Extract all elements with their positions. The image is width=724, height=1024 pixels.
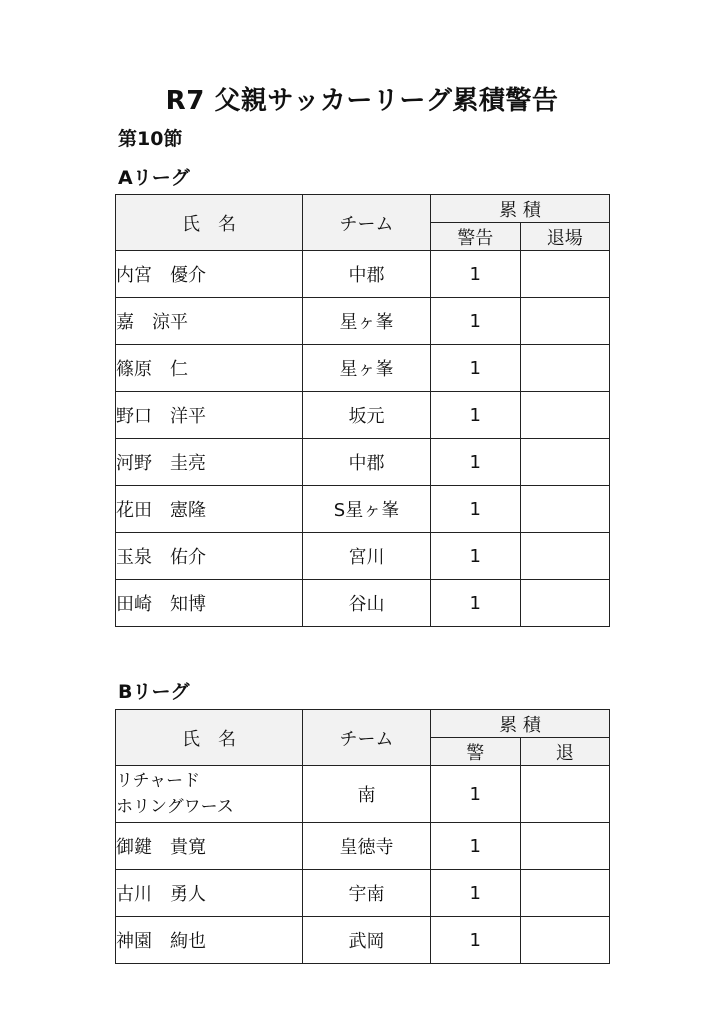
ejection-count [520, 486, 610, 533]
team-header: チーム [303, 710, 431, 766]
table-row [116, 823, 610, 870]
player-name: 野口 洋平 [116, 392, 303, 439]
league-a-table [115, 194, 610, 627]
team-name: 中郡 [303, 251, 431, 298]
cumulative-header: 累 積 [431, 710, 610, 738]
table-row [116, 533, 610, 580]
player-name: 田崎 知博 [116, 580, 303, 627]
player-name: 古川 勇人 [116, 870, 303, 917]
round-label: 第10節 [118, 128, 183, 150]
ejection-header: 退 [520, 738, 610, 766]
team-name: 南 [303, 766, 431, 823]
player-name: 神園 絢也 [116, 917, 303, 964]
ejection-count [520, 533, 610, 580]
team-name: S星ヶ峯 [303, 486, 431, 533]
table-row [116, 345, 610, 392]
league-b-table [115, 709, 610, 964]
team-name: 中郡 [303, 439, 431, 486]
league-b-label: Bリーグ [118, 681, 190, 703]
team-name: 武岡 [303, 917, 431, 964]
team-name: 星ヶ峯 [303, 298, 431, 345]
team-name: 皇徳寺 [303, 823, 431, 870]
ejection-count [520, 580, 610, 627]
ejection-header: 退場 [520, 223, 610, 251]
warning-count: 1 [431, 533, 521, 580]
cumulative-header: 累 積 [431, 195, 610, 223]
warning-count: 1 [431, 251, 521, 298]
ejection-count [520, 251, 610, 298]
table-row [116, 870, 610, 917]
ejection-count [520, 439, 610, 486]
player-name-line1: リチャード [116, 771, 201, 791]
warning-count: 1 [431, 917, 521, 964]
player-name: 玉泉 佑介 [116, 533, 303, 580]
player-name: 嘉 涼平 [116, 298, 303, 345]
header-row [116, 710, 610, 738]
name-header: 氏 名 [116, 195, 303, 251]
player-name: 内宮 優介 [116, 251, 303, 298]
table-row [116, 580, 610, 627]
warning-count: 1 [431, 486, 521, 533]
ejection-count [520, 823, 610, 870]
name-header: 氏 名 [116, 710, 303, 766]
player-name-line2: ホリングワース [116, 797, 234, 817]
ejection-count [520, 766, 610, 823]
league-a-label: Aリーグ [118, 167, 190, 189]
table-row [116, 298, 610, 345]
warning-count: 1 [431, 439, 521, 486]
team-header: チーム [303, 195, 431, 251]
player-name: 河野 圭亮 [116, 439, 303, 486]
player-name [116, 766, 303, 823]
warning-count: 1 [431, 823, 521, 870]
player-name: 篠原 仁 [116, 345, 303, 392]
warning-count: 1 [431, 392, 521, 439]
warning-count: 1 [431, 298, 521, 345]
player-name: 花田 憲隆 [116, 486, 303, 533]
table-row [116, 486, 610, 533]
ejection-count [520, 870, 610, 917]
player-name: 御鍵 貴寛 [116, 823, 303, 870]
team-name: 宮川 [303, 533, 431, 580]
page-title: R7 父親サッカーリーグ累積警告 [165, 86, 559, 116]
header-row [116, 195, 610, 223]
team-name: 宇南 [303, 870, 431, 917]
table-row [116, 251, 610, 298]
table-row [116, 392, 610, 439]
warning-count: 1 [431, 580, 521, 627]
warning-count: 1 [431, 345, 521, 392]
table-row [116, 917, 610, 964]
ejection-count [520, 392, 610, 439]
ejection-count [520, 298, 610, 345]
ejection-count [520, 917, 610, 964]
table-row [116, 766, 610, 823]
warning-header: 警 [431, 738, 521, 766]
warning-header: 警告 [431, 223, 521, 251]
ejection-count [520, 345, 610, 392]
warning-count: 1 [431, 870, 521, 917]
team-name: 星ヶ峯 [303, 345, 431, 392]
warning-count: 1 [431, 766, 521, 823]
team-name: 坂元 [303, 392, 431, 439]
table-row [116, 439, 610, 486]
team-name: 谷山 [303, 580, 431, 627]
